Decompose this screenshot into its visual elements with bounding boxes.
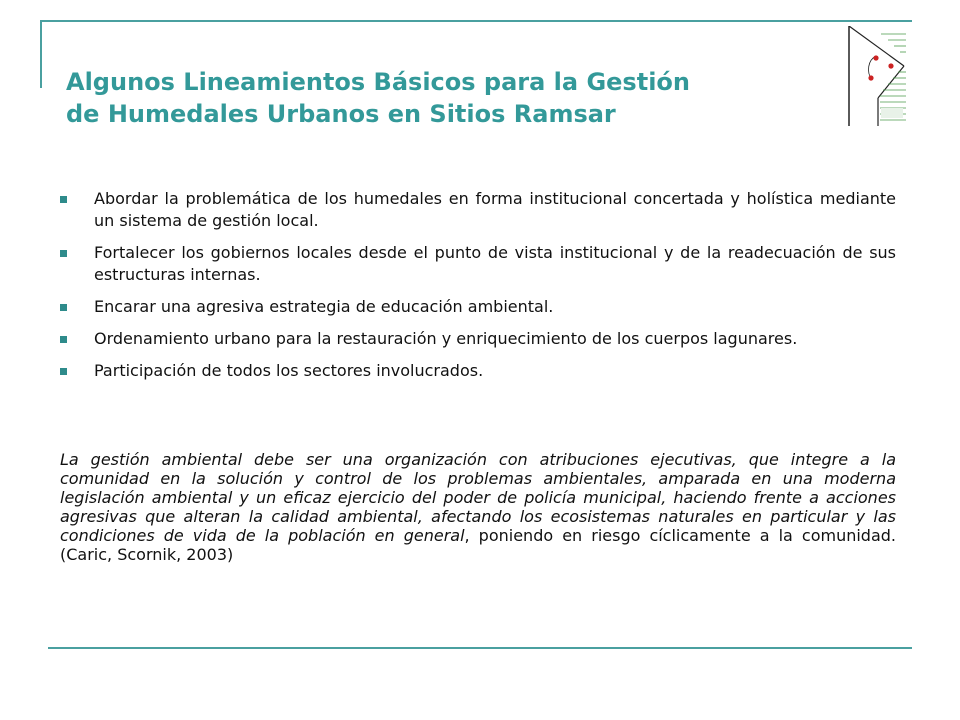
- frame-top-line: [40, 20, 912, 22]
- bullet-text: Encarar una agresiva estrategia de educación ambiental.: [94, 297, 554, 316]
- title-line-2: de Humedales Urbanos en Sitios Ramsar: [66, 100, 616, 128]
- bullet-text: Participación de todos los sectores involucrados.: [94, 361, 484, 380]
- bullet-text: Ordenamiento urbano para la restauración y enriquecimiento de los cuerpos lagunares.: [94, 329, 798, 348]
- frame-left-line: [40, 20, 42, 88]
- square-bullet-icon: [60, 368, 67, 375]
- quote-citation-text: , poniendo en riesgo cíclicamente a la comunidad. (Caric, Scornik, 2003): [60, 526, 896, 564]
- quote-paragraph: [60, 450, 896, 564]
- bullet-item: [60, 328, 896, 350]
- slide-title: [66, 66, 826, 130]
- bullet-text: Fortalecer los gobiernos locales desde el punto de vista institucional y de la readecuación de sus estructuras internas.: [94, 243, 896, 284]
- square-bullet-icon: [60, 336, 67, 343]
- quote-italic-text: La gestión ambiental debe ser una organización con atribuciones ejecutivas, que integre a la comunidad en la solución y control de los problemas ambientales, amparada en una moderna legislación ambiental y un eficaz ejercicio del poder de policía municipal, haciendo frente a acciones agresivas que alteran la calidad ambiental, afectando los ecosistemas naturales en particular y las condiciones de vida de la población en general: [60, 450, 896, 545]
- bullet-item: [60, 360, 896, 382]
- square-bullet-icon: [60, 304, 67, 311]
- bullet-item: [60, 188, 896, 232]
- institution-logo: [848, 26, 906, 126]
- bullet-list: [60, 188, 896, 392]
- square-bullet-icon: [60, 250, 67, 257]
- bullet-item: [60, 296, 896, 318]
- frame-bottom-line: [48, 647, 912, 649]
- bullet-text: Abordar la problemática de los humedales en forma institucional concertada y holística mediante un sistema de gestión local.: [94, 189, 896, 230]
- square-bullet-icon: [60, 196, 67, 203]
- title-line-1: Algunos Lineamientos Básicos para la Gestión: [66, 68, 690, 96]
- bullet-item: [60, 242, 896, 286]
